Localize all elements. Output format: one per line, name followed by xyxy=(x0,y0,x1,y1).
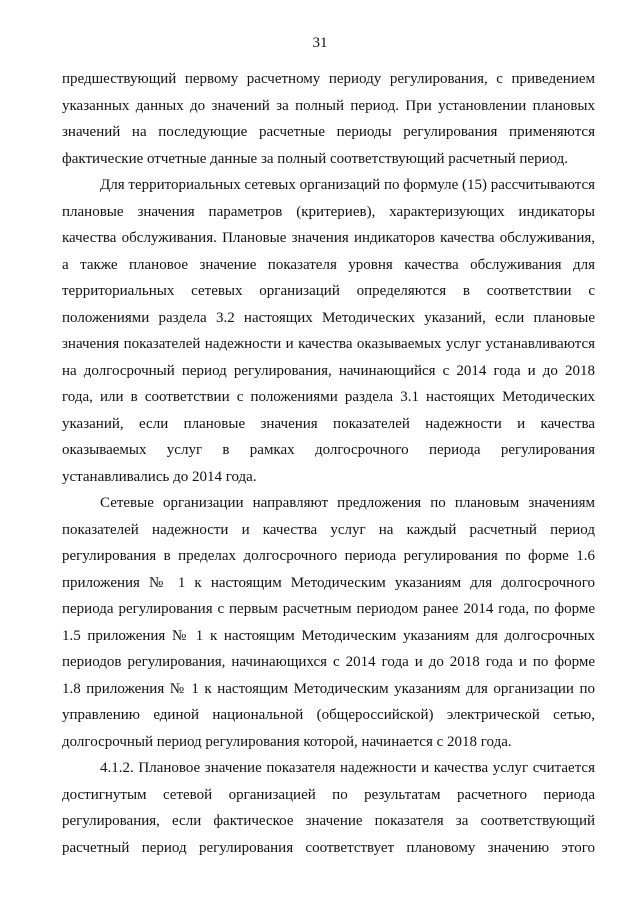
paragraph xyxy=(62,755,595,861)
text-line: показателей надежности и качества услуг на каждый расчетный период xyxy=(62,521,595,538)
text-line: 1.5 приложения № 1 к настоящим Методическим указаниям для долгосрочных xyxy=(62,627,595,644)
text-line: оказываемых услуг в рамках долгосрочного периода регулирования xyxy=(62,442,595,458)
text-line: расчетный период регулирования соответствует плановому значению этого xyxy=(62,839,595,856)
text-line: управлению единой национальной (общероссийской) электрической сетью, xyxy=(62,707,595,723)
text-line: указаний, если плановые значения показателей надежности и качества xyxy=(62,415,595,432)
text-line: территориальных сетевых организаций определяются в соответствии с xyxy=(62,283,595,299)
text-line: предшествующий первому расчетному периоду регулирования, с приведением xyxy=(62,71,595,87)
document-text xyxy=(62,66,595,861)
text-line: регулирования, если фактическое значение показателя за соответствующий xyxy=(62,813,595,829)
paragraph xyxy=(62,172,595,490)
text-line: плановые значения параметров (критериев), характеризующих индикаторы xyxy=(62,203,595,220)
text-line: положениями раздела 3.2 настоящих Методических указаний, если плановые xyxy=(62,309,595,326)
text-line: значения показателей надежности и качества оказываемых услуг устанавливаются xyxy=(62,336,595,352)
text-line: Сетевые организации направляют предложения по плановым значениям xyxy=(100,495,595,511)
text-line: Для территориальных сетевых организаций по формуле (15) рассчитываются xyxy=(100,177,595,193)
text-line: достигнутым сетевой организацией по результатам расчетного периода xyxy=(62,786,595,803)
paragraph xyxy=(62,66,595,172)
text-line: указанных данных до значений за полный период. При установлении плановых xyxy=(62,97,595,114)
text-line: устанавливались до 2014 года. xyxy=(62,468,257,485)
text-line: года, или в соответствии с положениями раздела 3.1 настоящих Методических xyxy=(62,389,595,405)
text-line: качества обслуживания. Плановые значения индикаторов качества обслуживания, xyxy=(62,230,595,246)
text-line: а также плановое значение показателя уровня качества обслуживания для xyxy=(62,256,595,273)
text-line: фактические отчетные данные за полный соответствующий расчетный период. xyxy=(62,150,569,167)
text-line: долгосрочный период регулирования которой, начинается с 2018 года. xyxy=(62,733,512,750)
text-line: регулирования в пределах долгосрочного периода регулирования по форме 1.6 xyxy=(62,548,595,564)
page-number: 31 xyxy=(312,35,328,51)
text-line: 4.1.2. Плановое значение показателя надежности и качества услуг считается xyxy=(100,760,595,776)
text-line: 1.8 приложения № 1 к настоящим Методическим указаниям для организации по xyxy=(62,680,595,697)
text-line: приложения № 1 к настоящим Методическим указаниям для долгосрочного xyxy=(62,574,595,591)
paragraph xyxy=(62,490,595,755)
text-line: периодов регулирования, начинающихся с 2014 года и до 2018 года и по форме xyxy=(62,654,595,670)
text-line: на долгосрочный период регулирования, начинающийся с 2014 года и до 2018 xyxy=(62,362,595,379)
text-line: периода регулирования с первым расчетным периодом ранее 2014 года, по форме xyxy=(62,601,595,617)
text-line: значений на последующие расчетные периоды регулирования применяются xyxy=(62,124,595,140)
